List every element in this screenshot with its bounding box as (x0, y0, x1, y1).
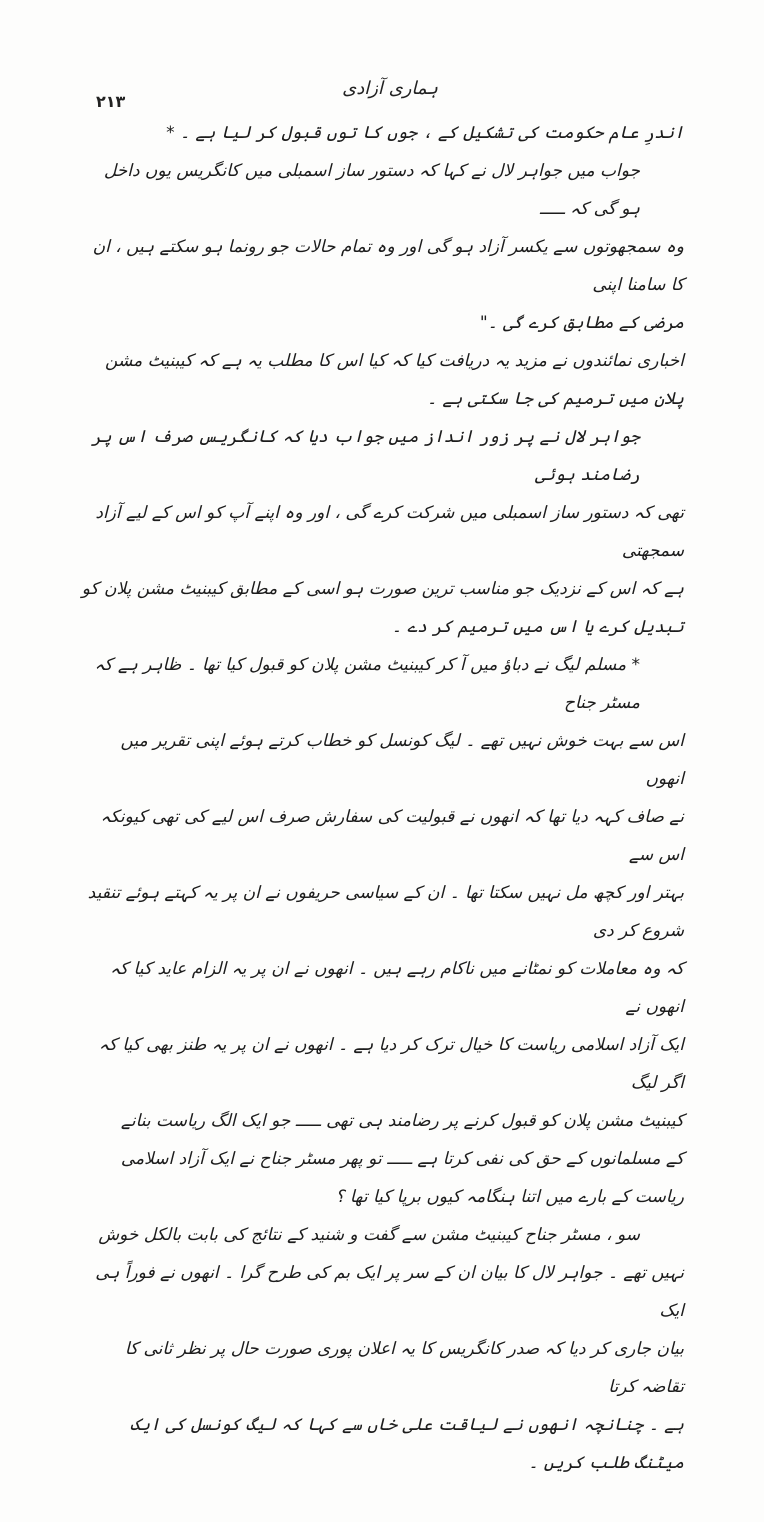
text-line: نے صاف کہہ دیا تھا کہ انھوں نے قبولیت کی سفارش صرف اس لیے کی تھی کیونکہ اس سے (100, 807, 684, 865)
text-line: تھی کہ دستور ساز اسمبلی میں شرکت کرے گی ، اور وہ اپنے آپ کو اس کے لیے آزاد سمجھتی (95, 503, 684, 561)
text-line: ایک آزاد اسلامی ریاست کا خیال ترک کر دیا ہے ۔ انھوں نے ان پر یہ طنز بھی کیا کہ اگر لیگ (98, 1035, 684, 1093)
text-line: کہ وہ معاملات کو نمٹانے میں ناکام رہے ہیں ۔ انھوں نے ان پر یہ الزام عاید کیا کہ انھوں نے (110, 959, 684, 1017)
body-text (80, 114, 684, 1482)
page-header (80, 78, 684, 114)
text-line: اخباری نمائندوں نے مزید یہ دریافت کیا کہ کیا اس کا مطلب یہ ہے کہ کیبنیٹ مشن (105, 351, 684, 371)
page-number: ۲۱۳ (96, 92, 126, 111)
running-title: ہماری آزادی (342, 78, 438, 99)
text-line: جواب میں جواہر لال نے کہا کہ دستور ساز اسمبلی میں کانگریس یوں داخل ہو گی کہ ـــــ (103, 161, 640, 219)
text-line: وہ سمجھوتوں سے یکسر آزاد ہو گی اور وہ تمام حالات جو رونما ہو سکتے ہیں ، ان کا سامنا اپنی (92, 237, 684, 295)
text-line: ہے کہ اس کے نزدیک جو مناسب ترین صورت ہو اسی کے مطابق کیبنیٹ مشن پلان کو (81, 579, 684, 599)
text-line: تبدیل کرے یا اس میں ترمیم کر دے ۔ (391, 617, 684, 637)
text-line: کے مسلمانوں کے حق کی نفی کرتا ہے ـــــ تو پھر مسٹر جناح نے ایک آزاد اسلامی (120, 1149, 684, 1169)
text-line: کیبنیٹ مشن پلان کو قبول کرنے پر رضامند ہی تھی ـــــ جو ایک الگ ریاست بنانے (120, 1111, 684, 1131)
text-line: جواہر لال نے پر زور انداز میں جواب دیا کہ کانگریس صرف اس پر رضامند ہوئی (91, 427, 640, 485)
text-line: بہتر اور کچھ مل نہیں سکتا تھا ۔ ان کے سیاسی حریفوں نے ان پر یہ کہتے ہوئے تنقید شروع کر دی (87, 883, 684, 941)
text-line: پلان میں ترمیم کی جا سکتی ہے ۔ (427, 389, 684, 409)
text-line: اندرِ عام حکومت کی تشکیل کے ، جوں کا توں قبول کر لیا ہے ۔ * (166, 123, 684, 143)
text-line: ہے ۔ چنانچہ انھوں نے لیاقت علی خاں سے کہا کہ لیگ کونسل کی ایک میٹنگ طلب کریں ۔ (130, 1415, 684, 1473)
text-line: سو ، مسٹر جناح کیبنیٹ مشن سے گفت و شنید کے نتائج کی بابت بالکل خوش (98, 1225, 640, 1245)
text-line: اس سے بہت خوش نہیں تھے ۔ لیگ کونسل کو خطاب کرتے ہوئے اپنی تقریر میں انھوں (120, 731, 684, 789)
text-line: ریاست کے بارے میں اتنا ہنگامہ کیوں برپا کیا تھا ؟ (335, 1187, 684, 1207)
text-line: مرضی کے مطابق کرے گی ۔" (479, 313, 684, 333)
text-line: * مسلم لیگ نے دباؤ میں آ کر کیبنیٹ مشن پلان کو قبول کیا تھا ۔ ظاہر ہے کہ مسٹر جناح (94, 655, 640, 713)
text-line: بیان جاری کر دیا کہ صدر کانگریس کا یہ اعلان پوری صورت حال پر نظر ثانی کا تقاضہ کرتا (124, 1339, 684, 1397)
text-line: نہیں تھے ۔ جواہر لال کا بیان ان کے سر پر ایک بم کی طرح گرا ۔ انھوں نے فوراً ہی ایک (95, 1263, 684, 1321)
